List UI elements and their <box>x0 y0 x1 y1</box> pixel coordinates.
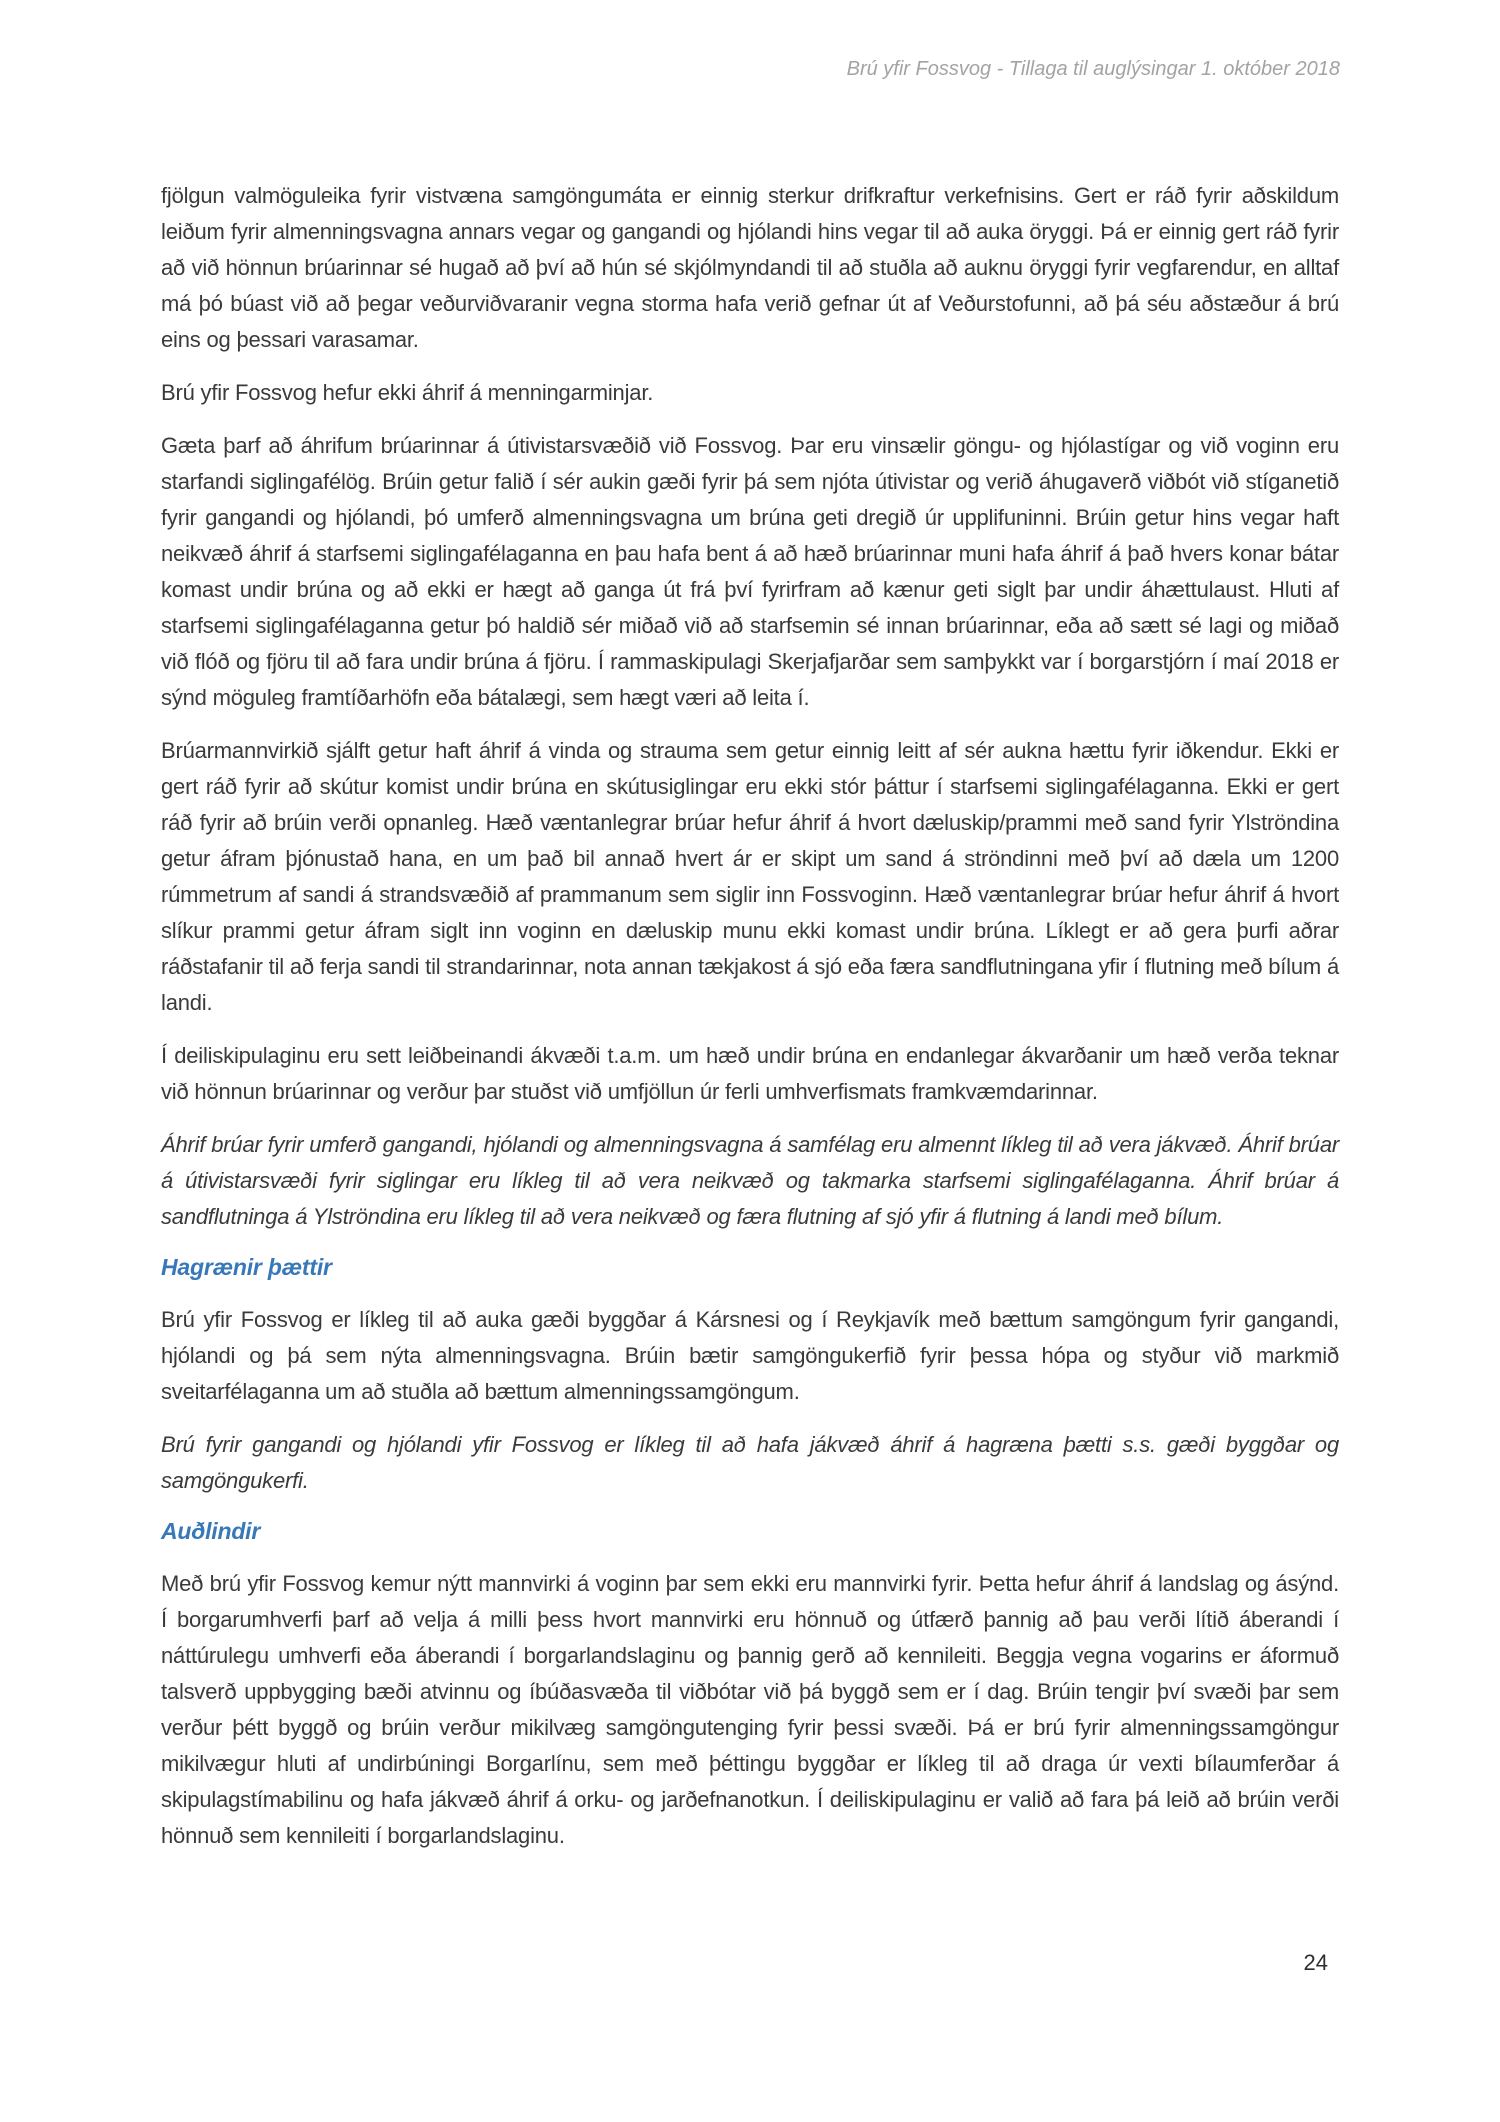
page-header <box>160 56 1340 82</box>
paragraph-menningarminjar: Brú yfir Fossvog hefur ekki áhrif á menningarminjar. <box>161 380 654 405</box>
paragraph-audlindir: Með brú yfir Fossvog kemur nýtt mannvirki á voginn þar sem ekki eru mannvirki fyrir. Þetta hefur áhrif á landslag og ásýnd. Í borgarumhverfi þarf að velja á milli þess hvort mannvirki eru hönnuð og útfærð þannig að þau verði lítið áberandi í náttúrulegu umhverfi eða áberandi í borgarlandslaginu og þannig gerð að kennileiti. Beggja vegna vogarins er áformuð talsverð uppbygging bæði atvinnu og íbúðasvæða til viðbótar við þá byggð sem er í dag. Brúin tengir því svæði þar sem verður þétt byggð og brúin verður mikilvæg samgöngutenging fyrir þessi svæði. Þá er brú fyrir almenningssamgöngur mikilvægur hluti af undirbúningi Borgarlínu, sem með þéttingu byggðar er líkleg til að draga úr vexti bílaumferðar á skipulagstímabilinu og hafa jákvæð áhrif á orku- og jarðefnanotkun. Í deiliskipulaginu er valið að fara þá leið að brúin verði hönnuð sem kennileiti í borgarlandslaginu. <box>161 1571 1339 1848</box>
paragraph-bruarmannvirki: Brúarmannvirkið sjálft getur haft áhrif á vinda og strauma sem getur einnig leitt af sér aukna hættu fyrir iðkendur. Ekki er gert ráð fyrir að skútur komist undir brúna en skútusiglingar eru ekki stór þáttur í starfsemi siglingafélaganna. Ekki er gert ráð fyrir að brúin verði opnanleg. Hæð væntanlegrar brúar hefur áhrif á hvort dæluskip/prammi með sand fyrir Ylströndina getur áfram þjónustað hana, en um það bil annað hvert ár er skipt um sand á ströndinni með því að dæla um 1200 rúmmetrum af sandi á strandsvæðið af prammanum sem siglir inn Fossvoginn. Hæð væntanlegrar brúar hefur áhrif á hvort slíkur prammi getur áfram siglt inn voginn en dæluskip munu ekki komast undir brúna. Líklegt er að gera þurfi aðrar ráðstafanir til að ferja sandi til strandarinnar, nota annan tækjakost á sjó eða færa sandflutningana yfir í flutning með bílum á landi. <box>161 738 1339 1015</box>
paragraph-utivistarsvaedi: Gæta þarf að áhrifum brúarinnar á útivistarsvæðið við Fossvog. Þar eru vinsælir göngu- og hjólastígar og við voginn eru starfandi siglingafélög. Brúin getur falið í sér aukin gæði fyrir þá sem njóta útivistar og verið áhugaverð viðbót við stíganetið fyrir gangandi og hjólandi, þó umferð almenningsvagna um brúna geti dregið úr upplifuninni. Brúin getur hins vegar haft neikvæð áhrif á starfsemi siglingafélaganna en þau hafa bent á að hæð brúarinnar muni hafa áhrif á það hvers konar bátar komast undir brúna og að ekki er hægt að ganga út frá því fyrirfram að kænur geti siglt þar undir áhættulaust. Hluti af starfsemi siglingafélaganna getur þó haldið sér miðað við að starfsemin sé innan brúarinnar, eða að sætt sé lagi og miðað við flóð og fjöru til að fara undir brúna á fjöru. Í rammaskipulagi Skerjafjarðar sem samþykkt var í borgarstjórn í maí 2018 er sýnd möguleg framtíðarhöfn eða bátalægi, sem hægt væri að leita í. <box>161 433 1339 710</box>
paragraph-hagraenir: Brú yfir Fossvog er líkleg til að auka gæði byggðar á Kársnesi og í Reykjavík með bættum samgöngum fyrir gangandi, hjólandi og þá sem nýta almenningsvagna. Brúin bætir samgöngukerfið fyrir þessa hópa og styður við markmið sveitarfélaganna um að stuðla að bættum almenningssamgöngum. <box>161 1307 1339 1404</box>
paragraph-hagraenir-summary: Brú fyrir gangandi og hjólandi yfir Fossvog er líkleg til að hafa jákvæð áhrif á hagræna þætti s.s. gæði byggðar og samgöngukerfi. <box>161 1432 1339 1493</box>
heading-audlindir: Auðlindir <box>161 1518 261 1544</box>
document-body <box>161 178 1339 1871</box>
page-number: 24 <box>1303 1950 1328 1975</box>
heading-hagraenir-thaettir: Hagrænir þættir <box>161 1254 332 1280</box>
header-title: Brú yfir Fossvog - Tillaga til auglýsingar 1. október 2018 <box>846 58 1340 80</box>
paragraph-samfelag-summary: Áhrif brúar fyrir umferð gangandi, hjólandi og almenningsvagna á samfélag eru almennt líkleg til að vera jákvæð. Áhrif brúar á útivistarsvæði fyrir siglingar eru líkleg til að vera neikvæð og takmarka starfsemi siglingafélaganna. Áhrif brúar á sandflutninga á Ylströndina eru líkleg til að vera neikvæð og færa flutning af sjó yfir á flutning á landi með bílum. <box>161 1132 1339 1229</box>
paragraph-project-drivers: fjölgun valmöguleika fyrir vistvæna samgöngumáta er einnig sterkur drifkraftur verkefnisins. Gert er ráð fyrir aðskildum leiðum fyrir almenningsvagna annars vegar og gangandi og hjólandi hins vegar til að auka öryggi. Þá er einnig gert ráð fyrir að við hönnun brúarinnar sé hugað að því að hún sé skjólmyndandi til að stuðla að auknu öryggi fyrir vegfarendur, en alltaf má þó búast við að þegar veðurviðvaranir vegna storma hafa verið gefnar út af Veðurstofunni, að þá séu aðstæður á brú eins og þessari varasamar. <box>161 183 1339 352</box>
paragraph-deiliskipulag: Í deiliskipulaginu eru sett leiðbeinandi ákvæði t.a.m. um hæð undir brúna en endanlegar ákvarðanir um hæð verða teknar við hönnun brúarinnar og verður þar stuðst við umfjöllun úr ferli umhverfismats framkvæmdarinnar. <box>161 1043 1339 1104</box>
